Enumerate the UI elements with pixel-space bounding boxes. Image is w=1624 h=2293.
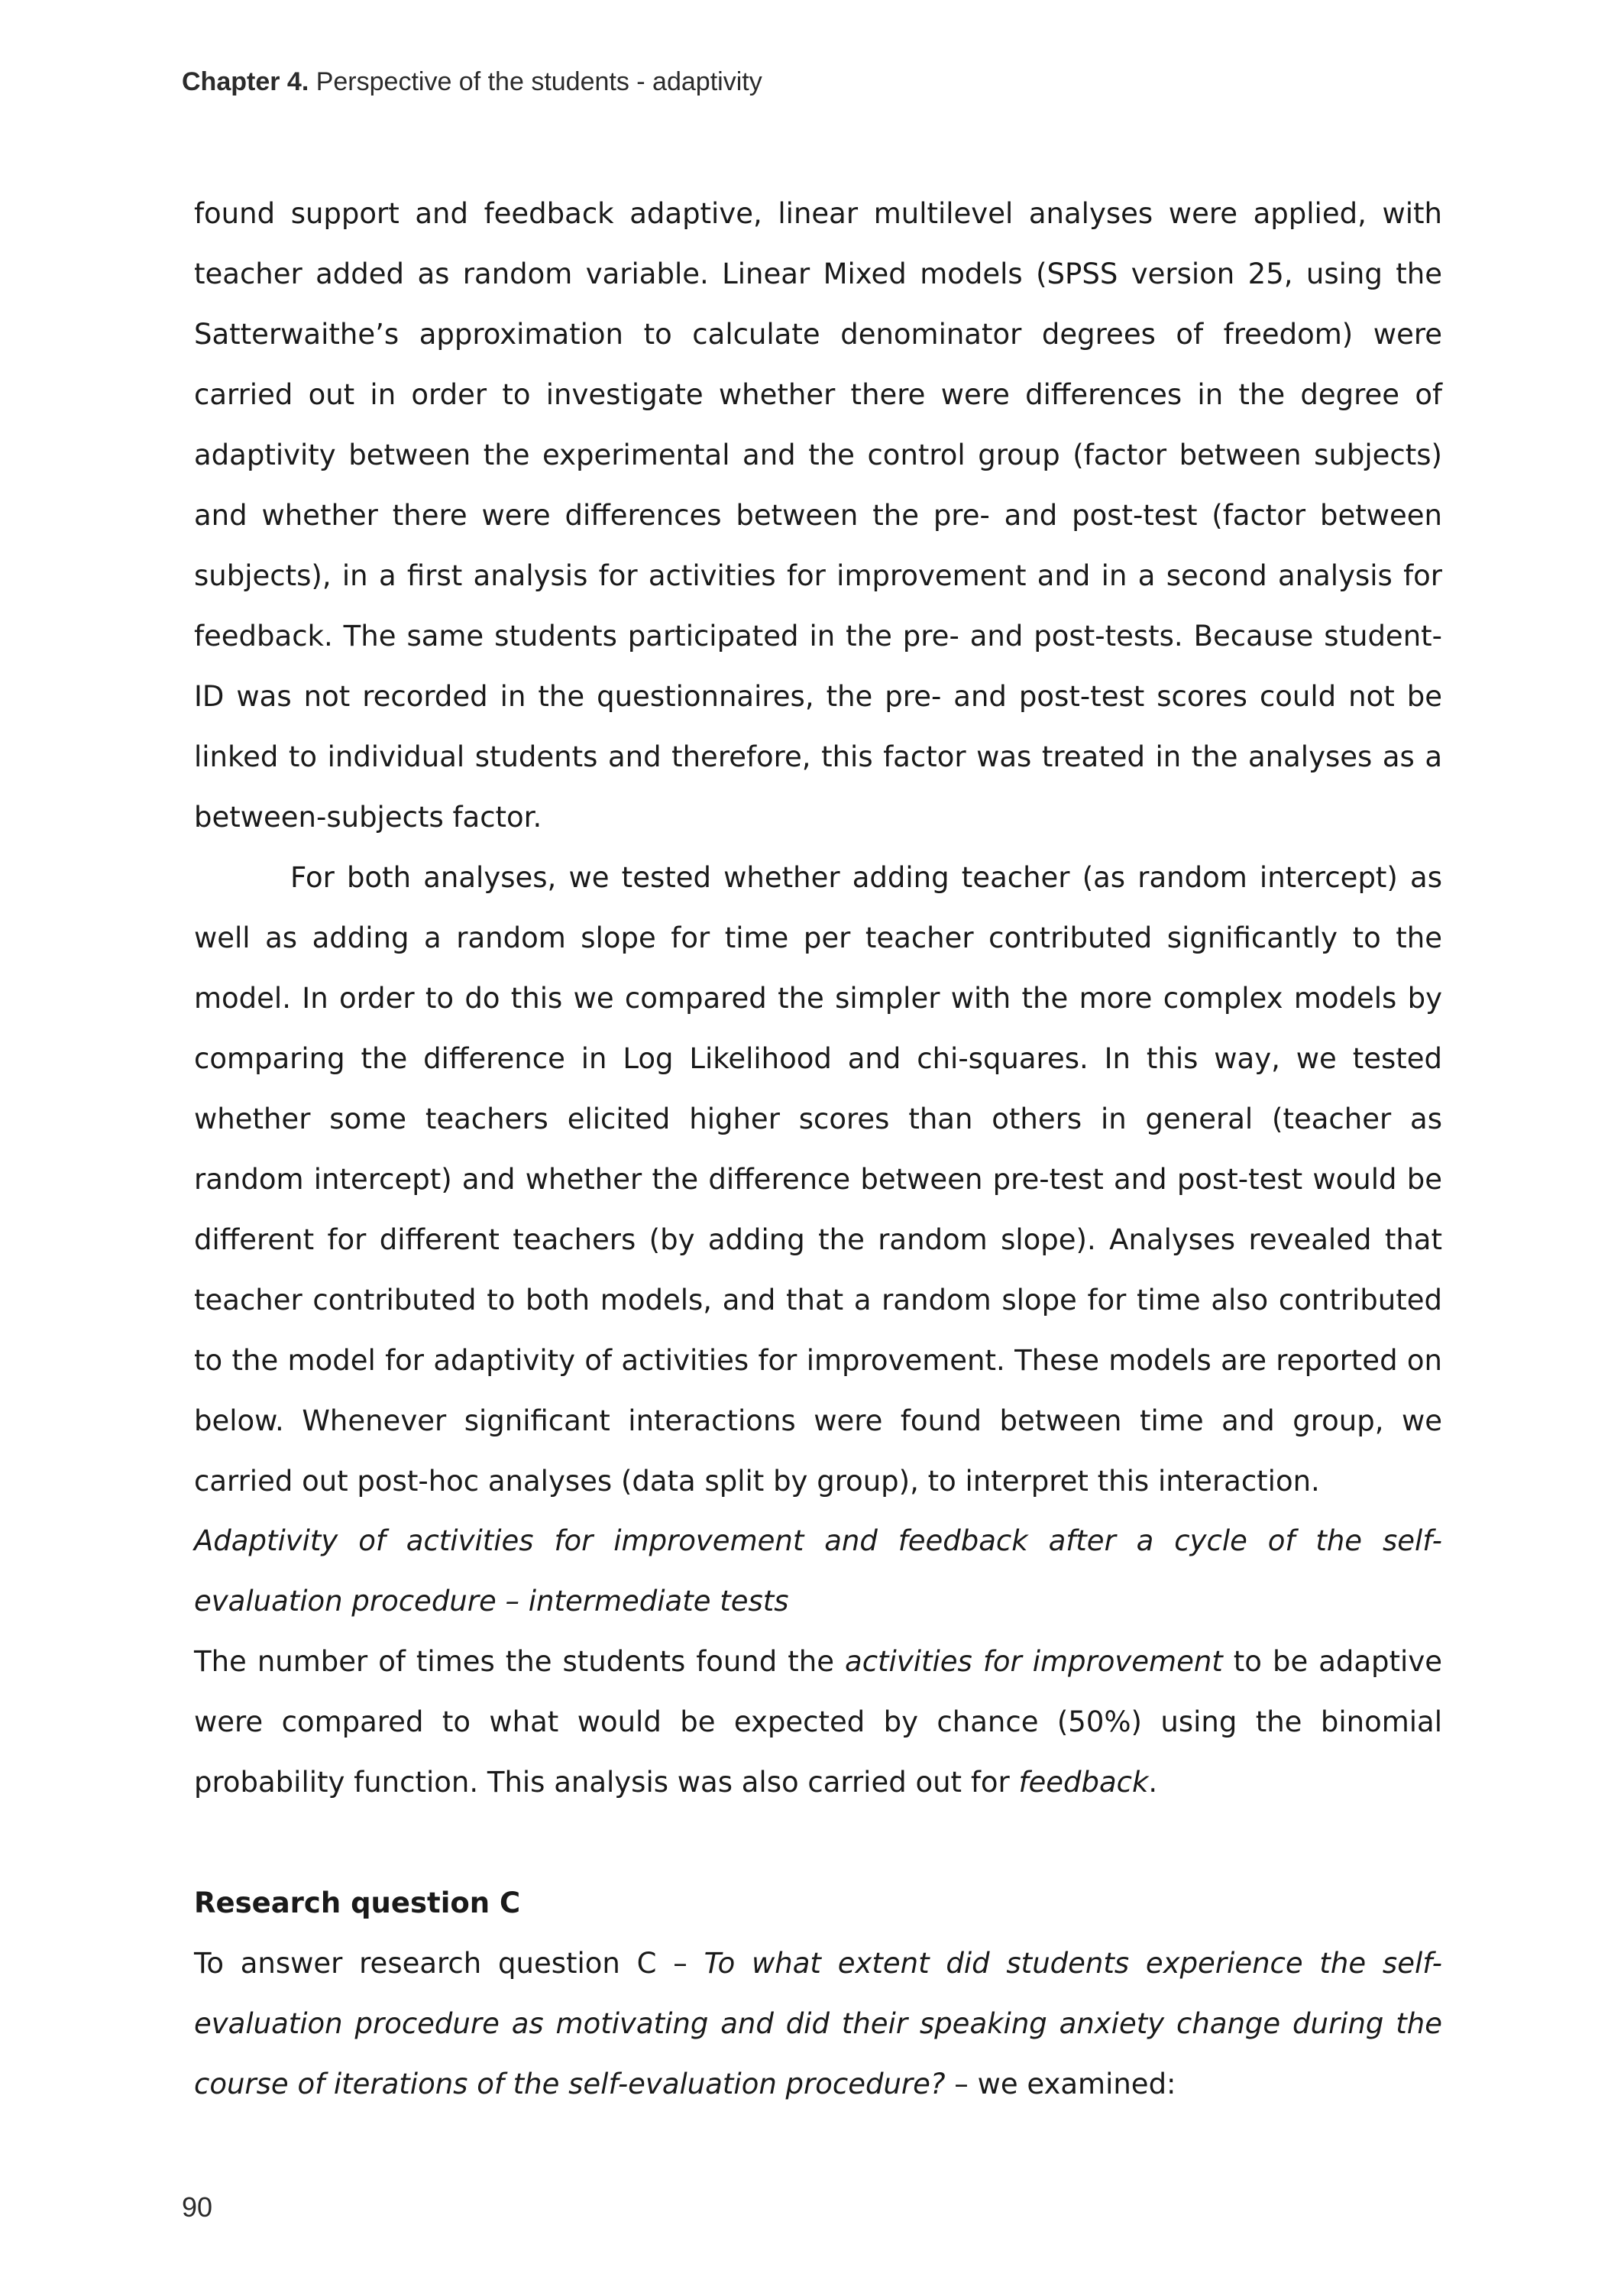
paragraph-research-question: [194, 1933, 1442, 2114]
rq-intro: To answer research question C –: [194, 1947, 704, 1980]
paragraph-binomial-part2: to be adaptive were compared to what would be expected by chance (50%) using the binomial probability function. This analysis was also carried out for: [194, 1645, 1442, 1799]
body-text-block-2: [194, 1511, 1442, 1812]
page-number: 90: [182, 2191, 213, 2223]
paragraph-analyses: For both analyses, we tested whether adding teacher (as random intercept) as well as adding a random slope for time per teacher contributed significantly to the model. In order to do this we compared the simpler with the more complex models by comparing the difference in Log Likelihood and chi-squares. In this way, we tested whether some teachers elicited higher scores than others in general (teacher as random intercept) and whether the difference between pre-test and post-test would be different for different teachers (by adding the random slope). Analyses revealed that teacher contributed to both models, and that a random slope for time also contributed to the model for adaptivity of activities for improvement. These models are reported on below. Whenever significant interactions were found between time and group, we carried out post-hoc analyses (data split by group), to interpret this interaction.: [194, 861, 1442, 1498]
emphasis-feedback: feedback: [1018, 1766, 1149, 1799]
running-head: [182, 67, 762, 97]
research-question-heading: Research question C: [194, 1887, 521, 1919]
emphasis-activities: activities for improvement: [845, 1645, 1223, 1678]
chapter-title: Perspective of the students - adaptivity: [315, 67, 762, 96]
rq-question: To what extent did students experience the self-evaluation procedure as motivating and did their speaking anxiety change during the course of iterations of the self-evaluation procedure?: [194, 1947, 1442, 2100]
body-text-block-1: [194, 183, 1442, 1511]
chapter-label: Chapter 4.: [182, 67, 309, 96]
paragraph-binomial-part1: The number of times the students found the: [194, 1645, 846, 1678]
paragraph-binomial-end: .: [1148, 1766, 1158, 1799]
subheading-intermediate-tests: Adaptivity of activities for improvement and feedback after a cycle of the self-evaluation procedure – intermediate tests: [194, 1524, 1442, 1618]
rq-outro: – we examined:: [945, 2068, 1176, 2100]
paragraph-methods: found support and feedback adaptive, linear multilevel analyses were applied, with teacher added as random variable. Linear Mixed models (SPSS version 25, using the Satterwaithe’s approximation to calculate denominator degrees of freedom) were carried out in order to investigate whether there were differences in the degree of adaptivity between the experimental and the control group (factor between subjects) and whether there were differences between the pre- and post-test (factor between subjects), in a first analysis for activities for improvement and in a second analysis for feedback. The same students participated in the pre- and post-tests. Because student-ID was not recorded in the questionnaires, the pre- and post-test scores could not be linked to individual students and therefore, this factor was treated in the analyses as a between-subjects factor.: [194, 197, 1442, 834]
paragraph-binomial: [194, 1631, 1442, 1812]
body-text-block-3: [194, 1873, 1442, 2114]
